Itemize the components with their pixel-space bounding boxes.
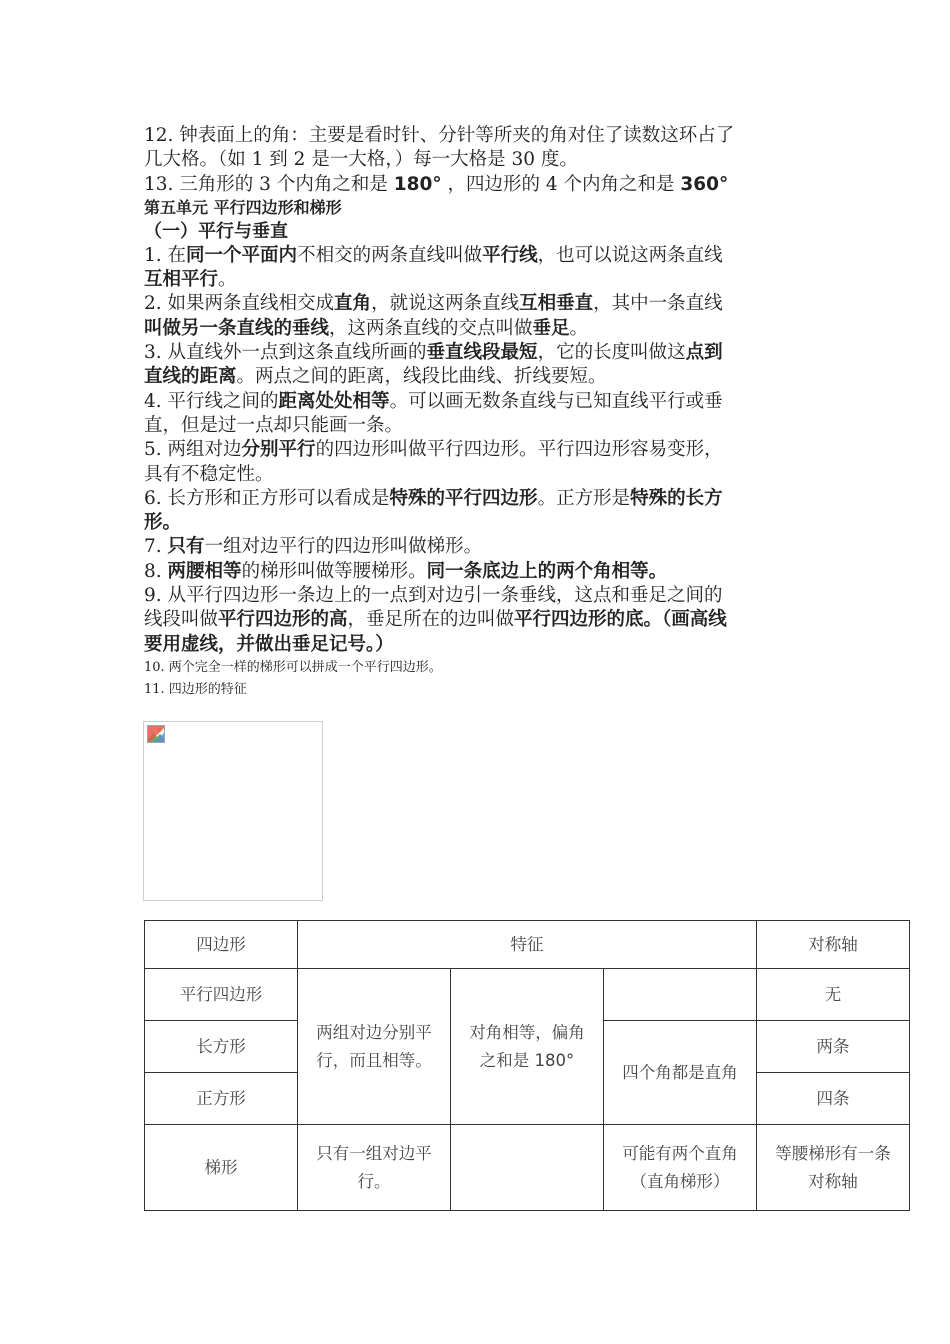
cell-shape: 正方形	[145, 1073, 298, 1125]
text-line: 13. 三角形的 3 个内角之和是 180° ，四边形的 4 个内角之和是 360°	[144, 173, 729, 195]
emphasis-text: 特殊的平行四边形	[389, 487, 538, 509]
text-line: 12. 钟表面上的角：主要是看时针、分针等所夹的角对住了读数这环占了	[144, 125, 735, 146]
emphasis-text: 垂足	[532, 317, 570, 339]
emphasis-text: 直线的距离	[144, 366, 237, 388]
emphasis-text: 同一条底边上的两个角相等。	[426, 560, 668, 582]
text-line: 4. 平行线之间的距离处处相等。可以画无数条直线与已知直线平行或垂	[144, 390, 723, 412]
text-line: 7. 只有一组对边平行的四边形叫做梯形。	[144, 536, 483, 558]
emphasis-text: 互相垂直	[519, 293, 594, 315]
unit-title: 第五单元 平行四边形和梯形	[144, 197, 342, 217]
text-line: 直线的距离。两点之间的距离，线段比曲线、折线要短。	[144, 366, 607, 388]
text-line: 9. 从平行四边形一条边上的一点到对边引一条垂线，这点和垂足之间的	[144, 585, 723, 607]
text-line-small: 10. 两个完全一样的梯形可以拼成一个平行四边形。	[144, 659, 442, 675]
text-line-small: 11. 四边形的特征	[144, 681, 247, 697]
emphasis-text: 同一个平面内	[186, 244, 298, 266]
cell-right-angle-feature: 可能有两个直角（直角梯形）	[604, 1125, 757, 1211]
cell-empty	[604, 969, 757, 1021]
emphasis-text: 360°	[680, 173, 729, 195]
emphasis-text: 要用虚线，并做出垂足记号。）	[144, 633, 394, 655]
emphasis-text: 垂直线段最短	[426, 342, 538, 364]
emphasis-text: 平行四边形的底。（画高线	[514, 609, 727, 631]
emphasis-text: 180°	[393, 173, 442, 195]
text-line	[144, 511, 810, 535]
cell-axis: 等腰梯形有一条对称轴	[757, 1125, 910, 1211]
emphasis-text: 分别平行	[241, 439, 316, 461]
image-placeholder	[143, 721, 323, 901]
section-title: （一）平行与垂直	[144, 220, 288, 242]
broken-image-icon	[147, 725, 165, 747]
cell-right-angle-feature: 四个角都是直角	[604, 1021, 757, 1125]
text-line: 1. 在同一个平面内不相交的两条直线叫做平行线，也可以说这两条直线	[144, 244, 723, 266]
emphasis-text: 互相平行	[144, 269, 219, 291]
cell-angle-feature: 对角相等，偏角之和是 180°	[451, 969, 604, 1125]
emphasis-text: 直角	[334, 293, 372, 315]
emphasis-text: 点到	[685, 342, 723, 364]
emphasis-text: 距离处处相等	[278, 390, 390, 412]
text-line: 直，但是过一点却只能画一条。	[144, 414, 404, 436]
cell-axis: 无	[757, 969, 910, 1021]
text-line: 5. 两组对边分别平行的四边形叫做平行四边形。平行四边形容易变形，	[144, 439, 723, 461]
text-line: 互相平行。	[144, 269, 237, 291]
text-line: 具有不稳定性。	[144, 463, 274, 485]
cell-shape: 梯形	[145, 1125, 298, 1211]
cell-empty	[451, 1125, 604, 1211]
text-line: 叫做另一条直线的垂线，这两条直线的交点叫做垂足。	[144, 317, 589, 339]
text-line: 3. 从直线外一点到这条直线所画的垂直线段最短，它的长度叫做这点到	[144, 342, 723, 364]
cell-axis: 两条	[757, 1021, 910, 1073]
header-shape: 四边形	[145, 921, 298, 969]
emphasis-text: 特殊的长方	[630, 487, 723, 509]
quadrilateral-feature-table	[144, 920, 910, 1211]
text-line: 8. 两腰相等的梯形叫做等腰梯形。同一条底边上的两个角相等。	[144, 560, 668, 582]
emphasis-text: 只有	[167, 536, 205, 558]
text-line: 2. 如果两条直线相交成直角，就说这两条直线互相垂直，其中一条直线	[144, 293, 723, 315]
emphasis-text: 叫做另一条直线的垂线	[144, 317, 330, 339]
emphasis-text: 形。	[144, 512, 182, 534]
cell-shape: 平行四边形	[145, 969, 298, 1021]
text-line: 线段叫做平行四边形的高，垂足所在的边叫做平行四边形的底。（画高线	[144, 609, 727, 631]
cell-shape: 长方形	[145, 1021, 298, 1073]
document-body	[144, 124, 810, 701]
header-axis: 对称轴	[757, 921, 910, 969]
emphasis-text: 两腰相等	[167, 560, 242, 582]
cell-axis: 四条	[757, 1073, 910, 1125]
text-line: 几大格。（如 1 到 2 是一大格，）每一大格是 30 度。	[144, 149, 578, 171]
emphasis-text: 平行线	[482, 244, 538, 266]
cell-sides-feature: 两组对边分别平行，而且相等。	[298, 969, 451, 1125]
cell-sides-feature: 只有一组对边平行。	[298, 1125, 451, 1211]
text-line: 6. 长方形和正方形可以看成是特殊的平行四边形。正方形是特殊的长方	[144, 487, 723, 509]
header-feature: 特征	[298, 921, 757, 969]
text-line	[144, 633, 810, 657]
emphasis-text: 平行四边形的高	[218, 609, 348, 631]
